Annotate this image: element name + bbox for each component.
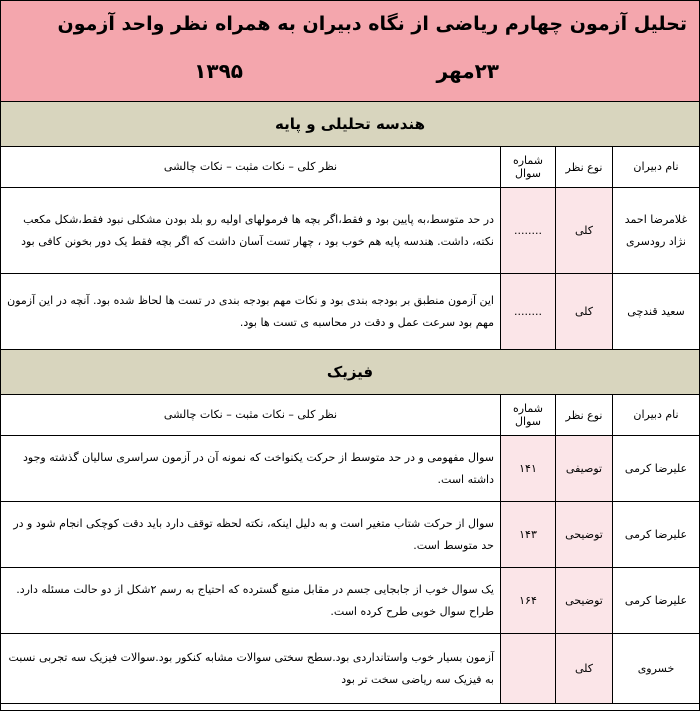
question-number (501, 634, 556, 704)
physics-table (1, 395, 699, 704)
column-header-comment: نظر کلی – نکات مثبت – نکات چالشی (1, 147, 501, 188)
column-header-question-number: شماره سوال (501, 147, 556, 188)
teacher-name: سعید قندچی (613, 274, 700, 350)
comment-text: این آزمون منطبق بر بودجه بندی بود و نکات مهم بودجه بندی در تست ها لحاظ شده بود. آنچه در این آزمون مهم بود سرعت عمل و دقت در محاسبه ی تست ها بود. (1, 274, 501, 350)
table-row (1, 568, 699, 634)
question-number: ........ (501, 188, 556, 274)
teacher-name: غلامرضا احمد نژاد رودسری (613, 188, 700, 274)
comment-text: سوال مفهومی و در حد متوسط از حرکت یکنواخت که نمونه آن در آزمون سراسری سالیان گذشته وجود داشته است. (1, 436, 501, 502)
table-header-row (1, 147, 699, 188)
report-title: تحلیل آزمون چهارم ریاضی از نگاه دبیران به همراه نظر واحد آزمون (57, 13, 687, 35)
question-number: ۱۴۳ (501, 502, 556, 568)
column-header-type: نوع نظر (556, 395, 613, 436)
comment-text: در حد متوسط،به پایین بود و فقط،اگر بچه ها فرمولهای اولیه رو بلد بودن مشکلی نبود فقط،شکل مکعب نکته، داشت. هندسه پایه هم خوب بود ، چهار تست آسان داشت که اگر بچه فقط یک دور بخونن کافی بود (1, 188, 501, 274)
teacher-name: خسروی (613, 634, 700, 704)
teacher-name: علیرضا کرمی (613, 568, 700, 634)
teacher-name: علیرضا کرمی (613, 436, 700, 502)
opinion-type: توضیحی (556, 568, 613, 634)
table-row (1, 634, 699, 704)
report-year: ۱۳۹۵ (194, 59, 243, 83)
opinion-type: کلی (556, 188, 613, 274)
opinion-type: توصیفی (556, 436, 613, 502)
comment-text: سوال از حرکت شتاب متغیر است و به دلیل اینکه، نکته لحظه توقف دارد باید دقت کوچکی انجام شود و در حد متوسط است. (1, 502, 501, 568)
teacher-name: علیرضا کرمی (613, 502, 700, 568)
column-header-teacher: نام دبیران (613, 147, 700, 188)
question-number: ۱۴۱ (501, 436, 556, 502)
section-title-geometry: هندسه تحلیلی و پایه (1, 102, 699, 147)
question-number: ........ (501, 274, 556, 350)
geometry-table (1, 147, 699, 350)
table-row (1, 274, 699, 350)
comment-text: آزمون بسیار خوب واستانداردی بود.سطح سختی سوالات مشابه کنکور بود.سوالات فیزیک سه تجربی نسبت به فیزیک سه ریاضی سخت تر بود (1, 634, 501, 704)
column-header-teacher: نام دبیران (613, 395, 700, 436)
table-row (1, 502, 699, 568)
question-number: ۱۶۴ (501, 568, 556, 634)
opinion-type: کلی (556, 634, 613, 704)
table-header-row (1, 395, 699, 436)
opinion-type: کلی (556, 274, 613, 350)
column-header-type: نوع نظر (556, 147, 613, 188)
opinion-type: توضیحی (556, 502, 613, 568)
report-date: ۲۳مهر (436, 59, 499, 83)
table-row (1, 188, 699, 274)
column-header-question-number: شماره سوال (501, 395, 556, 436)
report-header (1, 1, 699, 102)
section-title-physics: فیزیک (1, 350, 699, 395)
comment-text: یک سوال خوب از جابجایی جسم در مقابل منبع گسترده که احتیاج به رسم ۲شکل از دو حالت مسئله دارد. طراح سوال خوبی طرح کرده است. (1, 568, 501, 634)
column-header-comment: نظر کلی – نکات مثبت – نکات چالشی (1, 395, 501, 436)
table-row (1, 436, 699, 502)
